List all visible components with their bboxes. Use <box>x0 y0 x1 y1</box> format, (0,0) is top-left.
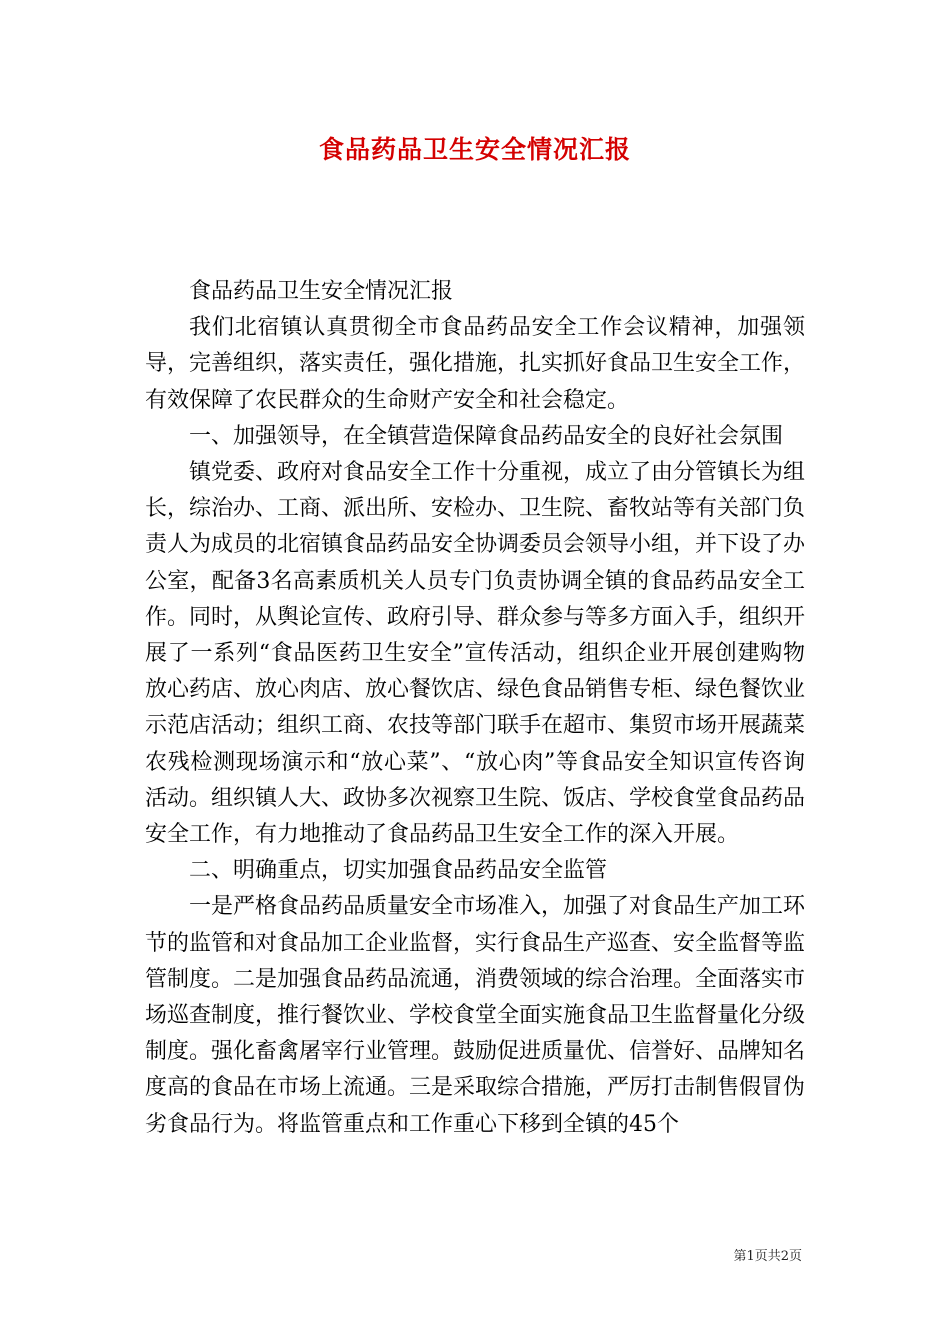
paragraph-heading-repeat: 食品药品卫生安全情况汇报 <box>189 279 454 304</box>
document-title: 食品药品卫生安全情况汇报 <box>318 135 631 164</box>
section-heading-1: 一、加强领导，在全镇营造保障食品药品安全的良好社会氛围 <box>189 423 784 449</box>
paragraph-intro: 我们北宿镇认真贯彻全市食品药品安全工作会议精神，加强领导，完善组织，落实责任，强化措施，扎实抓好食品卫生安全工作，有效保障了农民群众的生命财产安全和社会稳定。 <box>145 315 806 413</box>
paragraph-section-1: 镇党委、政府对食品安全工作十分重视，成立了由分管镇长为组长，综治办、工商、派出所、安检办、卫生院、畜牧站等有关部门负责人为成员的北宿镇食品药品安全协调委员会领导小组，并下设了办公室，配备3名高素质机关人员专门负责协调全镇的食品药品安全工作。同时，从舆论宣传、政府引导、群众参与等多方面入手，组织开展了一系列“食品医药卫生安全”宣传活动，组织企业开展创建购物放心药店、放心肉店、放心餐饮店、绿色食品销售专柜、绿色餐饮业示范店活动；组织工商、农技等部门联手在超市、集贸市场开展蔬菜农残检测现场演示和“放心菜”、“放心肉”等食品安全知识宣传咨询活动。组织镇人大、政协多次视察卫生院、饭店、学校食堂食品药品安全工作，有力地推动了食品药品卫生安全工作的深入开展。 <box>145 460 806 848</box>
document-body <box>145 274 805 1143</box>
section-heading-2: 二、明确重点，切实加强食品药品安全监管 <box>189 858 608 884</box>
page-number: 第1页共2页 <box>733 1249 802 1264</box>
paragraph-section-2: 一是严格食品药品质量安全市场准入，加强了对食品生产加工环节的监管和对食品加工企业监督，实行食品生产巡查、安全监督等监管制度。二是加强食品药品流通，消费领域的综合治理。全面落实市场巡查制度，推行餐饮业、学校食堂全面实施食品卫生监督量化分级制度。强化畜禽屠宰行业管理。鼓励促进质量优、信誉好、品牌知名度高的食品在市场上流通。三是采取综合措施，严厉打击制售假冒伪劣食品行为。将监管重点和工作重心下移到全镇的45个 <box>145 894 806 1137</box>
